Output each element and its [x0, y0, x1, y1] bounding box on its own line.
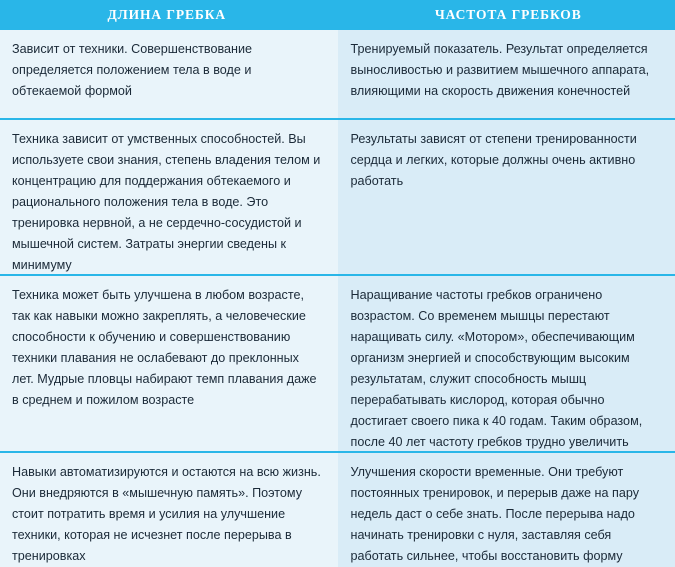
cell-stroke-frequency-1: [338, 30, 675, 118]
table-header-row: [0, 0, 675, 30]
cell-stroke-length-1: [0, 30, 338, 118]
cell-stroke-frequency-2: [338, 120, 675, 274]
cell-text: Улучшения скорости временные. Они требуют постоянных тренировок, и перерыв даже на пару недель даст о себе знать. После перерыва надо начинать тренировки с нуля, заставляя себя работать сильнее, чтобы восстановить форму: [351, 462, 660, 567]
cell-stroke-frequency-3: [338, 276, 675, 451]
table-body: [0, 30, 675, 561]
cell-text: Результаты зависят от степени тренированности сердца и легких, которые должны очень активно работать: [351, 129, 660, 192]
cell-stroke-length-4: [0, 453, 338, 567]
cell-stroke-length-3: [0, 276, 338, 451]
cell-text: Тренируемый показатель. Результат определяется выносливостью и развитием мышечного аппарата, влияющими на скорость движения конечностей: [351, 39, 660, 102]
column-header-stroke-length: ДЛИНА ГРЕБКА: [0, 0, 338, 30]
table-row: [0, 118, 675, 274]
cell-text: Зависит от техники. Совершенствование определяется положением тела в воде и обтекаемой формой: [12, 39, 324, 102]
table-row: [0, 274, 675, 451]
cell-stroke-length-2: [0, 120, 338, 274]
column-header-stroke-frequency: ЧАСТОТА ГРЕБКОВ: [338, 0, 675, 30]
cell-text: Навыки автоматизируются и остаются на всю жизнь. Они внедряются в «мышечную память». Поэтому стоит потратить время и усилия на улучшение техники, которая не исчезнет после перерыва в тренировках: [12, 462, 324, 567]
cell-stroke-frequency-4: [338, 453, 675, 567]
cell-text: Техника может быть улучшена в любом возрасте, так как навыки можно закреплять, а человеческие способности к обучению и совершенствованию техники плавания не ослабевают до преклонных лет. Мудрые пловцы набирают темп плавания даже в среднем и пожилом возрасте: [12, 285, 324, 411]
cell-text: Техника зависит от умственных способностей. Вы используете свои знания, степень владения телом и концентрацию для поддержания обтекаемого и рационального положения тела в воде. Это тренировка нервной, а не сердечно-сосудистой и мышечной систем. Затраты энергии сведены к минимуму: [12, 129, 324, 274]
table-row: [0, 451, 675, 567]
cell-text: Наращивание частоты гребков ограничено возрастом. Со временем мышцы перестают наращивать силу. «Мотором», обеспечивающим организм энергией и способствующим высоким результатам, служит способность мышц перерабатывать кислород, которая обычно достигает своего пика к 40 годам. Таким образом, после 40 лет частоту гребков трудно увеличить: [351, 285, 660, 451]
table-row: [0, 30, 675, 118]
